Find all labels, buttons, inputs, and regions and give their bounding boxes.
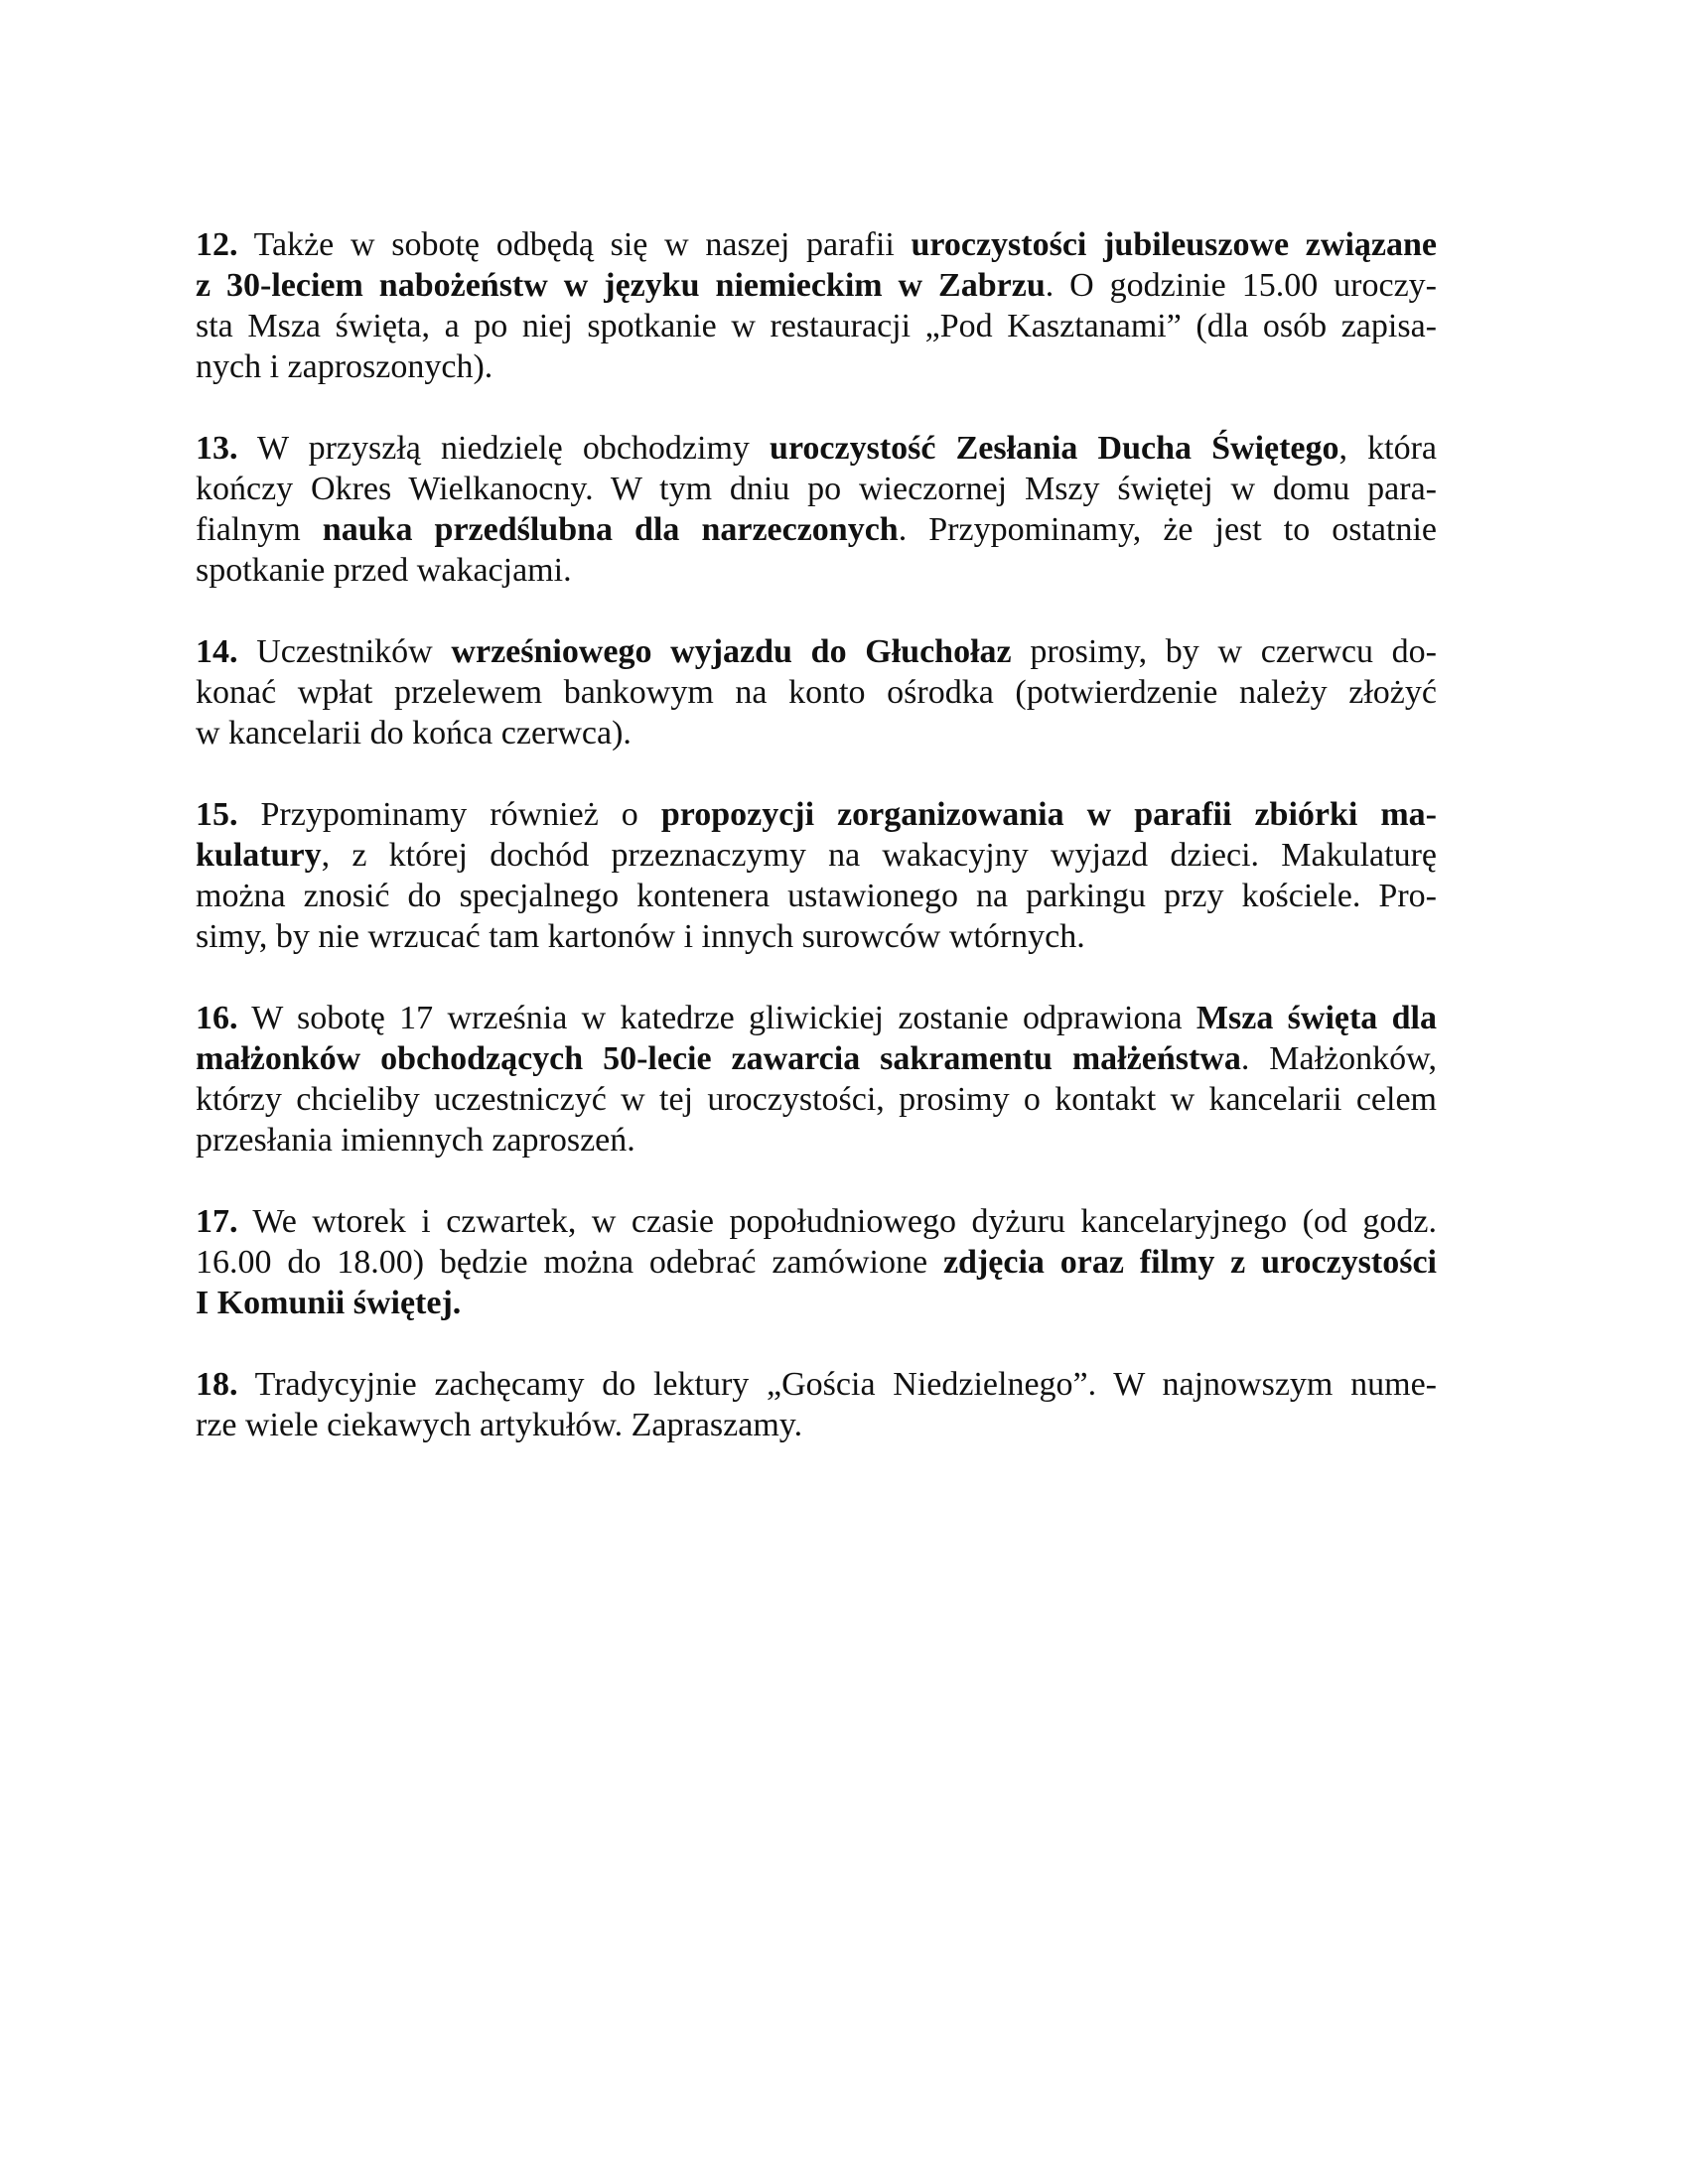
text-line [196,1405,1437,1445]
announcement-17 [196,1201,1437,1323]
body-text: Uczestników [237,633,452,670]
body-text: simy, by nie wrzucać tam kartonów i innych surowców wtórnych. [196,918,1085,955]
body-text: przesłania imiennych zaproszeń. [196,1122,635,1159]
text-line [196,509,1437,550]
text-line [196,916,1437,957]
text-line [196,794,1437,835]
bold-text: uroczystość Zesłania Ducha Świętego [770,430,1339,467]
body-text: . Przypominamy, że jest to ostatnie [898,511,1437,548]
announcement-18 [196,1364,1437,1445]
announcement-13 [196,428,1437,591]
text-line [196,224,1437,265]
text-line [196,876,1437,916]
item-number: 17. [196,1203,238,1240]
body-text: We wtorek i czwartek, w czasie popołudniowego dyżuru kancelaryjnego (od godz. [237,1203,1437,1240]
announcement-14 [196,631,1437,753]
text-line [196,1038,1437,1079]
body-text: sta Msza święta, a po niej spotkanie w restauracji „Pod Kasztanami” (dla osób zapisa- [196,308,1437,344]
body-text: W przyszłą niedzielę obchodzimy [237,430,771,467]
body-text: , z której dochód przeznaczymy na wakacyjny wyjazd dzieci. Makulaturę [321,837,1437,874]
announcement-list [196,224,1437,1445]
text-line [196,428,1437,469]
text-line [196,1364,1437,1405]
item-number: 12. [196,226,238,263]
body-text: rze wiele ciekawych artykułów. Zapraszamy. [196,1407,803,1443]
announcements-page [196,224,1437,1486]
bold-text: I Komunii świętej. [196,1285,462,1321]
bold-text: z 30-leciem nabożeństw w języku niemieckim w Zabrzu [196,267,1046,304]
bold-text: uroczystości jubileuszowe związane [911,226,1437,263]
body-text: fialnym [196,511,323,548]
text-line [196,550,1437,591]
text-line [196,998,1437,1038]
text-line [196,1079,1437,1120]
item-number: 15. [196,796,238,833]
text-line [196,1201,1437,1242]
announcement-12 [196,224,1437,387]
body-text: Tradycyjnie zachęcamy do lektury „Gościa Niedzielnego”. W najnowszym nume- [237,1366,1437,1403]
item-number: 14. [196,633,238,670]
body-text: konać wpłat przelewem bankowym na konto ośrodka (potwierdzenie należy złożyć [196,674,1437,711]
announcement-15 [196,794,1437,957]
text-line [196,713,1437,753]
text-line [196,672,1437,713]
bold-text: wrześniowego wyjazdu do Głuchołaz [451,633,1012,670]
body-text: nych i zaproszonych). [196,348,493,385]
text-line [196,346,1437,387]
text-line [196,835,1437,876]
announcement-16 [196,998,1437,1160]
body-text: , która [1338,430,1438,467]
body-text: . O godzinie 15.00 uroczy- [1045,267,1437,304]
text-line [196,1120,1437,1160]
text-line [196,1283,1437,1323]
body-text: kończy Okres Wielkanocny. W tym dniu po wieczornej Mszy świętej w domu para- [196,471,1437,507]
bold-text: kulatury [196,837,322,874]
body-text: którzy chcieliby uczestniczyć w tej uroczystości, prosimy o kontakt w kancelarii celem [196,1081,1437,1118]
bold-text: Msza święta dla [1196,1000,1437,1036]
body-text: 16.00 do 18.00) będzie można odebrać zamówione [196,1244,943,1281]
body-text: prosimy, by w czerwcu do- [1011,633,1437,670]
text-line [196,306,1437,346]
text-line [196,469,1437,509]
bold-text: nauka przedślubna dla narzeczonych [322,511,899,548]
text-line [196,1242,1437,1283]
body-text: . Małżonków, [1240,1040,1437,1077]
item-number: 18. [196,1366,238,1403]
body-text: spotkanie przed wakacjami. [196,552,572,589]
item-number: 13. [196,430,238,467]
bold-text: propozycji zorganizowania w parafii zbiórki ma- [660,796,1437,833]
body-text: w kancelarii do końca czerwca). [196,715,632,751]
bold-text: zdjęcia oraz filmy z uroczystości [942,1244,1438,1281]
text-line [196,265,1437,306]
body-text: można znosić do specjalnego kontenera ustawionego na parkingu przy kościele. Pro- [196,878,1437,914]
bold-text: małżonków obchodzących 50-lecie zawarcia sakramentu małżeństwa [196,1040,1241,1077]
body-text: W sobotę 17 września w katedrze gliwickiej zostanie odprawiona [237,1000,1196,1036]
text-line [196,631,1437,672]
body-text: Także w sobotę odbędą się w naszej parafii [237,226,912,263]
item-number: 16. [196,1000,238,1036]
body-text: Przypominamy również o [237,796,661,833]
